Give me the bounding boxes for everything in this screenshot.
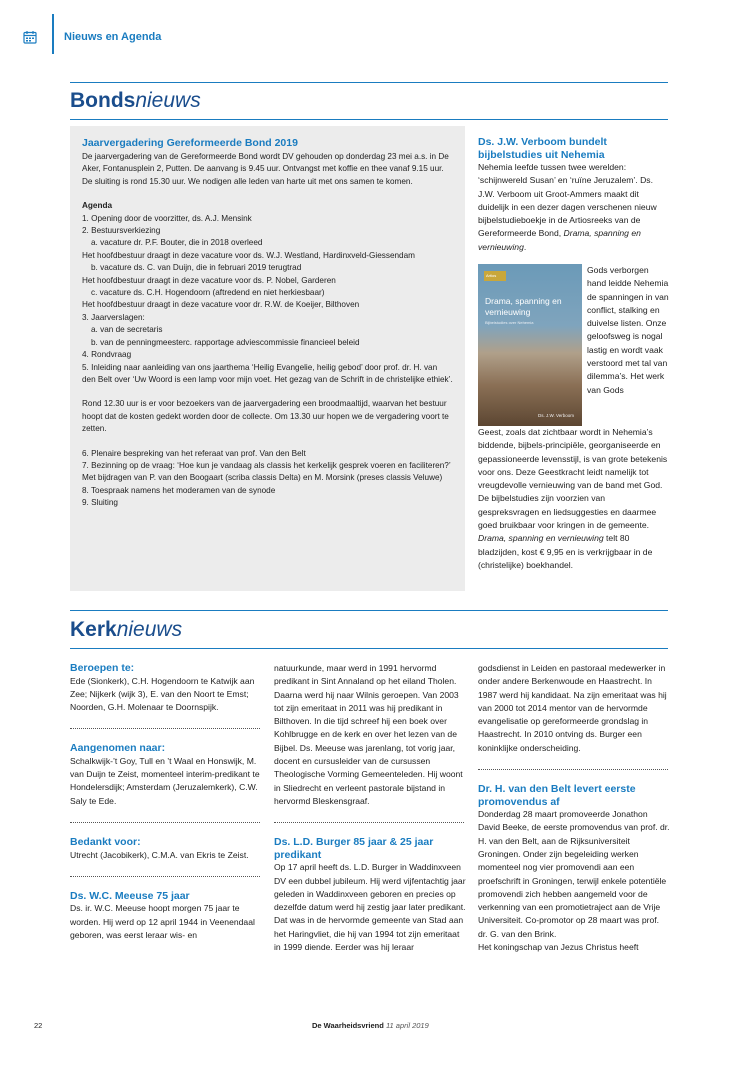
divider: [274, 822, 464, 823]
agenda-item: 3. Jaarverslagen:: [82, 312, 145, 322]
agenda-item: Het hoofdbestuur draagt in deze vacature voor dr. R.W. de Koeijer, Bilthoven: [82, 300, 360, 310]
section-label: Nieuws en Agenda: [64, 31, 162, 43]
divider: [478, 769, 668, 770]
vandenbelt-heading: Dr. H. van den Belt levert eerste promovendus af: [478, 783, 636, 808]
burger-heading: Ds. L.D. Burger 85 jaar & 25 jaar predikant: [274, 836, 434, 861]
meeuse-text: Ds. ir. W.C. Meeuse hoopt morgen 75 jaar te worden. Hij werd op 12 april 1944 in Veenendaal geboren, was eerst leraar wis- en: [70, 903, 255, 940]
verboom-article: [478, 136, 668, 254]
bedankt-heading: Bedankt voor:: [70, 836, 141, 849]
kerknieuws-column-1: [70, 662, 262, 942]
kerknieuws-column-3: [478, 662, 670, 954]
book-author: Ds. J.W. Verboom: [537, 413, 574, 418]
bondsnieuws-bottom-rule: [70, 119, 668, 120]
book-series-tag: Artios: [484, 271, 506, 281]
agenda-heading: Agenda: [82, 201, 113, 211]
divider: [70, 822, 260, 823]
footer-publication: De Waarheidsvriend 11 april 2019: [312, 1021, 429, 1030]
agenda-item: 9. Sluiting: [82, 498, 118, 508]
page-number: 22: [34, 1021, 43, 1030]
bondsnieuws-top-rule: [70, 82, 668, 83]
agenda-item: Het hoofdbestuur draagt in deze vacature voor ds. W.J. Westland, Hardinxveld-Giessendam: [82, 250, 415, 260]
aangenomen-text: Schalkwijk-’t Goy, Tull en ’t Waal en Honswijk, M. van Duijn te Zeist, momenteel interim-predikant te Hondelersdijk; Amsterdam (Jeruzalemkerk), C.W. Saly te Ede.: [70, 755, 260, 806]
bedankt-text: Utrecht (Jacobikerk), C.M.A. van Ekris te Zeist.: [70, 849, 249, 860]
agenda-intro: De jaarvergadering van de Gereformeerde Bond wordt DV gehouden op donderdag 23 mei a.s. in De Aker, Fontanusplein 2, Putten. De aanvang is 9.45 uur. Ontvangst met koffie en thee vanaf 9.15 uur. De sluiting is rond 15.30 uur. We nodigen alle leden van harte uit met ons samen te komen.: [82, 152, 449, 186]
aangenomen-heading: Aangenomen naar:: [70, 742, 166, 755]
bondsnieuws-title: Bondsnieuws: [70, 89, 201, 112]
agenda-item: 8. Toespraak namens het moderamen van de synode: [82, 485, 276, 495]
agenda-item: 7. Bezinning op de vraag: ‘Hoe kun je vandaag als classis het kerkelijk gesprek voeren en faciliteren?’ Met bijdragen van P. van den Boogaart (scriba classis Delta) en M. Morsink (preses classis Veluwe): [82, 460, 451, 483]
agenda-item: 5. Inleiding naar aanleiding van ons jaarthema ‘Heilig Evangelie, heilig gebod’ door prof. dr. H. van den Belt over ‘Uw Woord is een lamp voor mijn voet. Het gezag van de Schrift in de christelijke ethiek’.: [82, 362, 453, 384]
agenda-lunch-note: Rond 12.30 uur is er voor bezoekers van de jaarvergadering een broodmaaltijd, waarvan het bestuur hoopt dat de kosten gedekt worden door de collecte. Om 13.30 uur hopen we de vergadering voort te zetten.: [82, 399, 449, 434]
verboom-continuation: [478, 426, 668, 572]
divider: [70, 876, 260, 877]
agenda-item: b. vacature ds. C. van Duijn, die in februari 2019 terugtrad: [91, 263, 302, 273]
agenda-item: a. van de secretaris: [91, 325, 163, 335]
beroepen-heading: Beroepen te:: [70, 662, 135, 674]
calendar-icon: [23, 30, 37, 44]
agenda-item: 2. Bestuursverkiezing: [82, 226, 161, 236]
agenda-item: a. vacature dr. P.F. Bouter, die in 2018 overleed: [91, 238, 263, 248]
verboom-closing: De bijbelstudies zijn voorzien van gespreksvragen en liedsuggesties en daarmee goed bruikbaar voor kringen in de gemeente. Drama, spanning en vernieuwing telt 80 bladzijden, kost € 9,95 en is verkrijgbaar in de (christelijke) boekhandel.: [478, 493, 657, 570]
agenda-article-heading: Jaarvergadering Gereformeerde Bond 2019: [82, 137, 298, 149]
kerknieuws-bottom-rule: [70, 648, 668, 649]
agenda-list: [82, 213, 453, 387]
kerknieuws-title: Kerknieuws: [70, 618, 183, 641]
agenda-list-after: [82, 448, 453, 510]
meeuse-heading: Ds. W.C. Meeuse 75 jaar: [70, 889, 190, 902]
verboom-continuation-text: Geest, zoals dat zichtbaar wordt in Nehemia’s biddende, bijbels-principiële, georganiseerde en gepassioneerde levensstijl, is van grote betekenis voor ons. Deze Geestkracht leidt namelijk tot vreugdevolle vernieuwing van de band met God.: [478, 427, 668, 491]
agenda-item: 4. Rondvraag: [82, 350, 132, 360]
verboom-wrap-text: Gods verborgen hand leidde Nehemia de spanningen in van conflict, stalking en duivelse listen. Onze geloofsweg is nogal lastig en wordt vaak verstoord met tal van dilemma’s. Het werk van Gods: [587, 265, 669, 395]
meeuse-continuation: natuurkunde, maar werd in 1991 hervormd predikant in Sint Annaland op het eiland Tholen. Daarna werd hij naar Wilnis geroepen. Van 2003 tot zijn emeritaat in 2011 was hij predikant in Bilthoven. In die tijd schreef hij een boek over Kohlbrugge en de kerk en over het lezen van de Bijbel. Ds. Meeuse was jarenlang, tot vorig jaar, docent en cursusleider van de cursussen Theologische Vorming Gemeenteleden. Hij woont in Sliedrecht en verleent pastorale bijstand in hervormd Bleskensgraaf.: [274, 663, 463, 806]
agenda-item: b. van de penningmeesterc. rapportage adviescommissie financieel beleid: [91, 337, 360, 347]
vandenbelt-text: Donderdag 28 maart promoveerde Jonathon David Beeke, de eerste promovendus van prof. dr. H. van den Belt, aan de Rijksuniversiteit Groningen. Onder zijn begeleiding werken momenteel nog vier promovendi aan een proefschrift in Groningen, terwijl enkele potentiële promovendi zich hebben aangemeld voor de verkenning van een promotietraject aan de Vrije Universiteit. Co-promotor op 28 maart was prof. dr. G. van den Brink.: [478, 809, 670, 939]
beroepen-text: Ede (Sionkerk), C.H. Hogendoorn te Katwijk aan Zee; Nijkerk (wijk 3), E. van den Noort te Emst; Noorden, G.H. Molenaar te Doornspijk.: [70, 675, 255, 713]
book-title: Drama, spanning en vernieuwing: [485, 296, 562, 317]
book-subtitle: Bijbelstudies over Nehemia: [485, 320, 534, 325]
agenda-item: 6. Plenaire bespreking van het referaat van prof. Van den Belt: [82, 448, 306, 458]
agenda-box: [70, 126, 465, 591]
agenda-item: c. vacature ds. C.H. Hogendoorn (aftredend en niet herkiesbaar): [91, 288, 325, 298]
verboom-heading: Ds. J.W. Verboom bundelt bijbelstudies uit Nehemia: [478, 136, 607, 161]
kerknieuws-column-2: [274, 662, 466, 954]
burger-continuation: godsdienst in Leiden en pastoraal medewerker in onder andere Berkenwoude en Haastrecht. In 1987 werd hij kandidaat. Na zijn emeritaat was hij van 2000 tot 2014 mentor van de hervormde evangelisatie op gereformeerde grondslag in Haastrecht. In 2010 ontving ds. Burger een koninklijke onderscheiding.: [478, 663, 667, 753]
divider: [70, 728, 260, 729]
agenda-item: 1. Opening door de voorzitter, ds. A.J. Mensink: [82, 213, 252, 223]
kerknieuws-top-rule: [70, 610, 668, 611]
burger-text: Op 17 april heeft ds. L.D. Burger in Waddinxveen DV een dubbel jubileum. Hij werd vijfentachtig jaar geleden in Waddinxveen geboren en precies op dezelfde datum werd hij zestig jaar later predikant. Dat was in de hervormde gemeente van Stad aan het Haringvliet, die hij van 1994 tot zijn emeritaat in 1999 diende. Eerder was hij leraar: [274, 862, 466, 953]
header-divider: [52, 14, 54, 54]
verboom-lead: Nehemia leefde tussen twee werelden: ‘schijnwereld Susan’ en ‘ruïne Jeruzalem’. Ds. J.W. Verboom uit Groot-Ammers maakt dit duidelijk in een dezer dagen verschenen nieuw bijbelstudieboekje in de Artiosreeks van de Gereformeerde Bond, Drama, spanning en vernieuwing.: [478, 162, 657, 252]
agenda-item: Het hoofdbestuur draagt in deze vacature voor ds. P. Nobel, Garderen: [82, 275, 336, 285]
vandenbelt-last-line: Het koningschap van Jezus Christus heeft: [478, 942, 639, 953]
book-cover-image: [478, 264, 582, 426]
